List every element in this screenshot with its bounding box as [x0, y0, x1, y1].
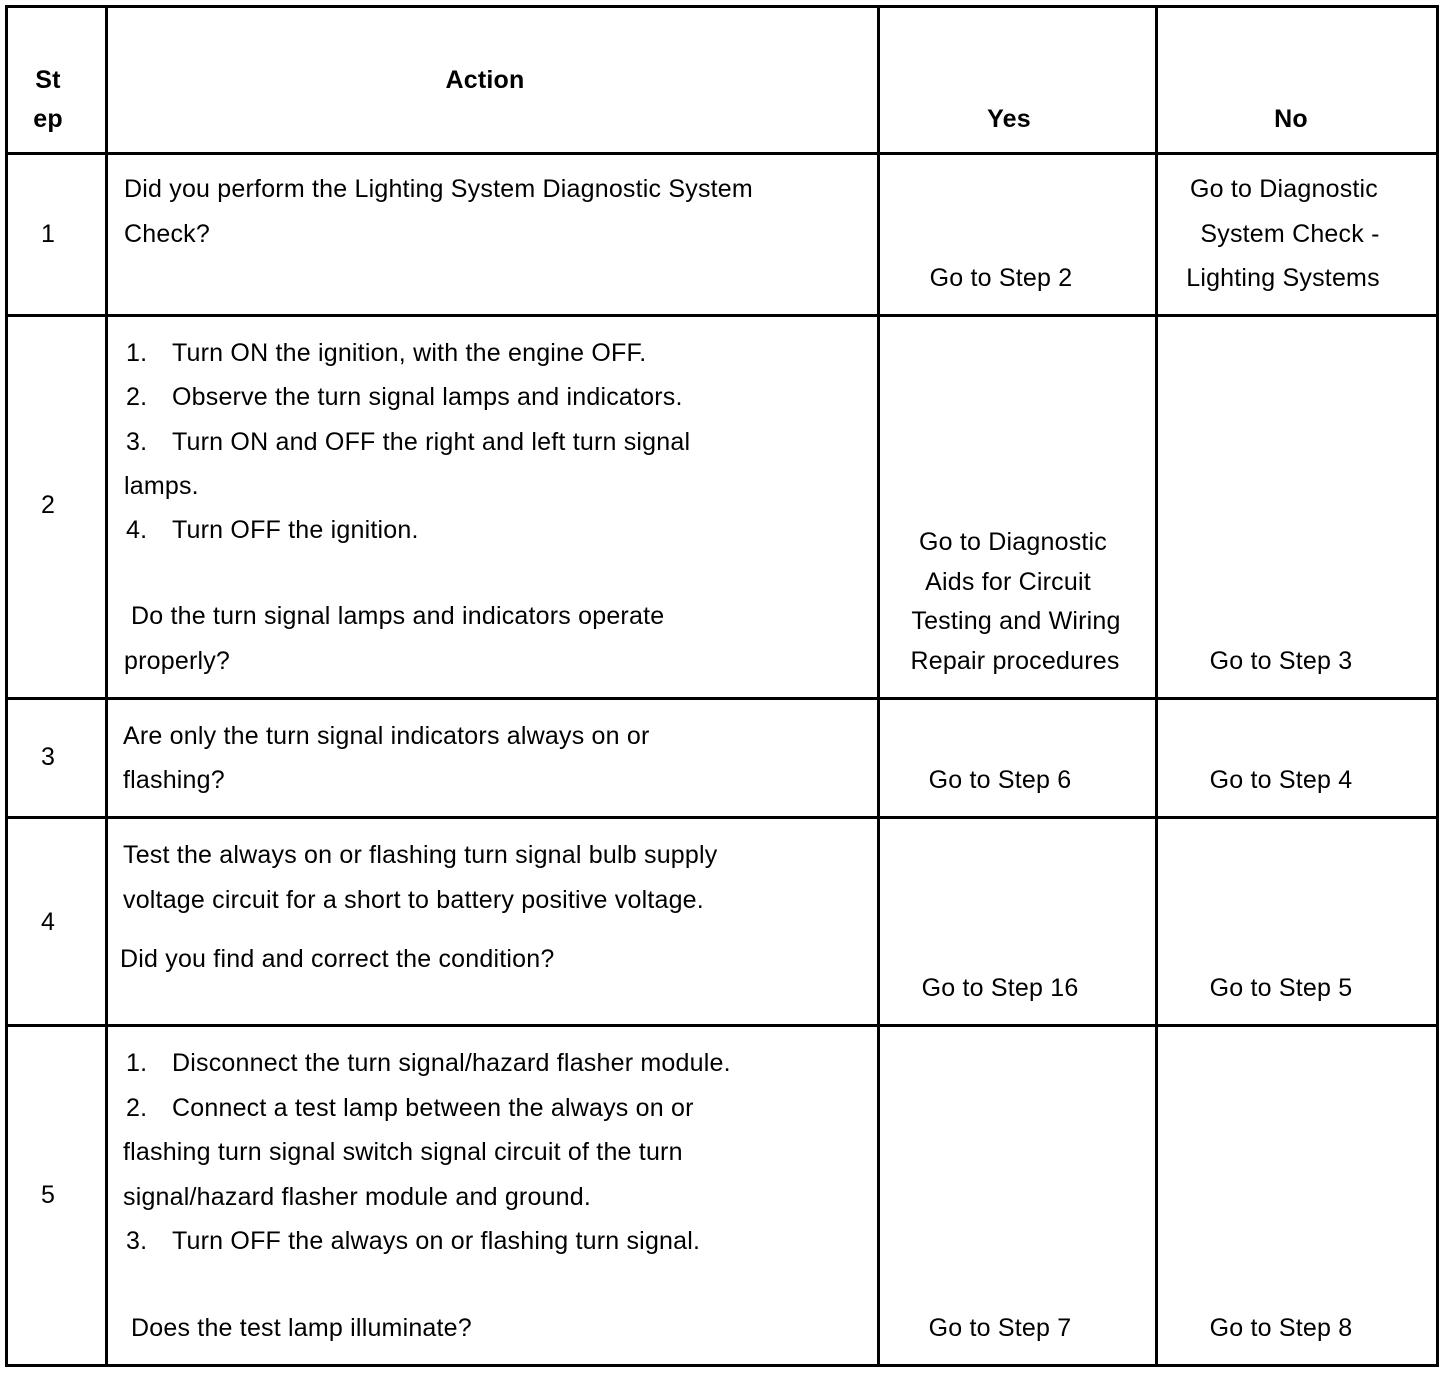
header-yes: Yes: [987, 105, 1031, 133]
question-text: Does the test lamp illuminate?: [131, 1314, 472, 1342]
list-item-text: flashing turn signal switch signal circuit of the turn: [123, 1138, 683, 1166]
list-item-text: signal/hazard flasher module and ground.: [123, 1183, 592, 1211]
list-number: 4.: [126, 516, 148, 544]
question-text: properly?: [124, 647, 231, 675]
list-number: 3.: [126, 428, 148, 456]
table-border-top: [5, 5, 1439, 8]
list-item-text: Connect a test lamp between the always on or: [172, 1094, 694, 1122]
row-divider: [5, 697, 1439, 700]
step-number: 4: [40, 908, 56, 936]
column-divider: [877, 5, 880, 1367]
header-action: Action: [445, 66, 525, 94]
action-text: voltage circuit for a short to battery positive voltage.: [123, 886, 704, 914]
no-result: Go to Step 5: [1209, 974, 1353, 1002]
yes-result: Repair procedures: [910, 647, 1120, 675]
no-result: Go to Diagnostic: [1189, 175, 1379, 203]
list-item-text: Observe the turn signal lamps and indicators.: [172, 383, 683, 411]
list-item-text: lamps.: [124, 472, 199, 500]
action-text: Test the always on or flashing turn signal bulb supply: [123, 841, 718, 869]
list-number: 3.: [126, 1227, 148, 1255]
step-number: 1: [40, 220, 56, 248]
row-divider: [5, 816, 1439, 819]
yes-result: Go to Diagnostic: [918, 528, 1108, 556]
list-number: 1.: [126, 1049, 148, 1077]
row-divider: [5, 152, 1439, 155]
header-step-line2: ep: [33, 105, 63, 133]
question-text: Did you find and correct the condition?: [120, 945, 555, 973]
row-divider: [5, 1024, 1439, 1027]
header-step-line1: St: [35, 66, 61, 94]
list-item-text: Turn OFF the ignition.: [172, 516, 419, 544]
header-no: No: [1274, 105, 1308, 133]
list-number: 2.: [126, 383, 148, 411]
table-border-bottom: [5, 1364, 1439, 1367]
no-result: Lighting Systems: [1186, 264, 1380, 292]
column-divider: [105, 5, 108, 1367]
no-result: Go to Step 8: [1209, 1314, 1353, 1342]
list-number: 2.: [126, 1094, 148, 1122]
yes-result: Aids for Circuit: [925, 568, 1091, 596]
list-item-text: Turn ON and OFF the right and left turn signal: [172, 428, 691, 456]
yes-result: Go to Step 16: [921, 974, 1079, 1002]
step-number: 5: [40, 1181, 56, 1209]
row-divider: [5, 314, 1439, 317]
no-result: Go to Step 4: [1209, 766, 1353, 794]
no-result: System Check -: [1200, 220, 1380, 248]
action-text: flashing?: [123, 766, 225, 794]
no-result: Go to Step 3: [1209, 647, 1353, 675]
question-text: Do the turn signal lamps and indicators operate: [131, 602, 665, 630]
step-number: 2: [40, 491, 56, 519]
action-text: Check?: [124, 220, 210, 248]
list-item-text: Turn OFF the always on or flashing turn signal.: [172, 1227, 701, 1255]
action-text: Did you perform the Lighting System Diagnostic System: [124, 175, 753, 203]
list-item-text: Turn ON the ignition, with the engine OFF.: [172, 339, 647, 367]
table-border-right: [1436, 5, 1439, 1367]
yes-result: Go to Step 6: [928, 766, 1072, 794]
column-divider: [1155, 5, 1158, 1367]
step-number: 3: [40, 743, 56, 771]
list-number: 1.: [126, 339, 148, 367]
yes-result: Go to Step 2: [929, 264, 1073, 292]
yes-result: Go to Step 7: [928, 1314, 1072, 1342]
list-item-text: Disconnect the turn signal/hazard flasher module.: [172, 1049, 731, 1077]
table-border-left: [5, 5, 8, 1367]
yes-result: Testing and Wiring: [911, 607, 1121, 635]
action-text: Are only the turn signal indicators always on or: [123, 722, 650, 750]
